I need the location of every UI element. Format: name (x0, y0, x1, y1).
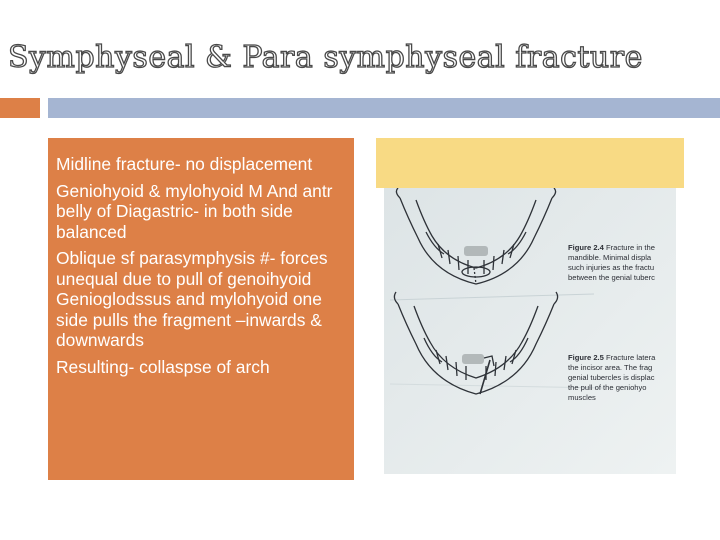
svg-text:Figure 2.5 Fracture latera: Figure 2.5 Fracture latera (568, 353, 656, 362)
accent-bar-orange (0, 98, 40, 118)
textbook-figure-photo (384, 188, 676, 474)
figure-header-band (376, 138, 684, 188)
svg-text:mandible. Minimal displa: mandible. Minimal displa (568, 253, 652, 262)
svg-text:the incisor area. The frag: the incisor area. The frag (568, 363, 653, 372)
bullet-muscles-balanced: Geniohyoid & mylohyoid M And antr belly of Diagastric- in both side balanced (56, 180, 333, 242)
accent-bar-blue (48, 98, 720, 118)
svg-text:between the genial tuberc: between the genial tuberc (568, 273, 655, 282)
mandible-illustration (384, 188, 676, 474)
bullet-midline: Midline fracture- no displacement (56, 154, 313, 174)
svg-text:such injuries as the fractu: such injuries as the fractu (568, 263, 655, 272)
bullet-oblique: Oblique sf parasymphysis #- forces unequal due to pull of genoihyoid Genioglodssus and mylohyoid one side pulls the fragment –inwards & downwards (56, 248, 328, 350)
bullet-result: Resulting- collaspse of arch (56, 356, 270, 377)
slide-title: Symphyseal & Para symphyseal fracture (8, 40, 643, 75)
svg-text:the pull of the geniohyo: the pull of the geniohyo (568, 383, 647, 392)
svg-text:Figure 2.4 Fracture in the: Figure 2.4 Fracture in the (568, 243, 655, 252)
bullet-panel (48, 138, 354, 480)
svg-text:genial tubercles is displac: genial tubercles is displac (568, 373, 655, 382)
svg-text:muscles: muscles (568, 393, 596, 402)
